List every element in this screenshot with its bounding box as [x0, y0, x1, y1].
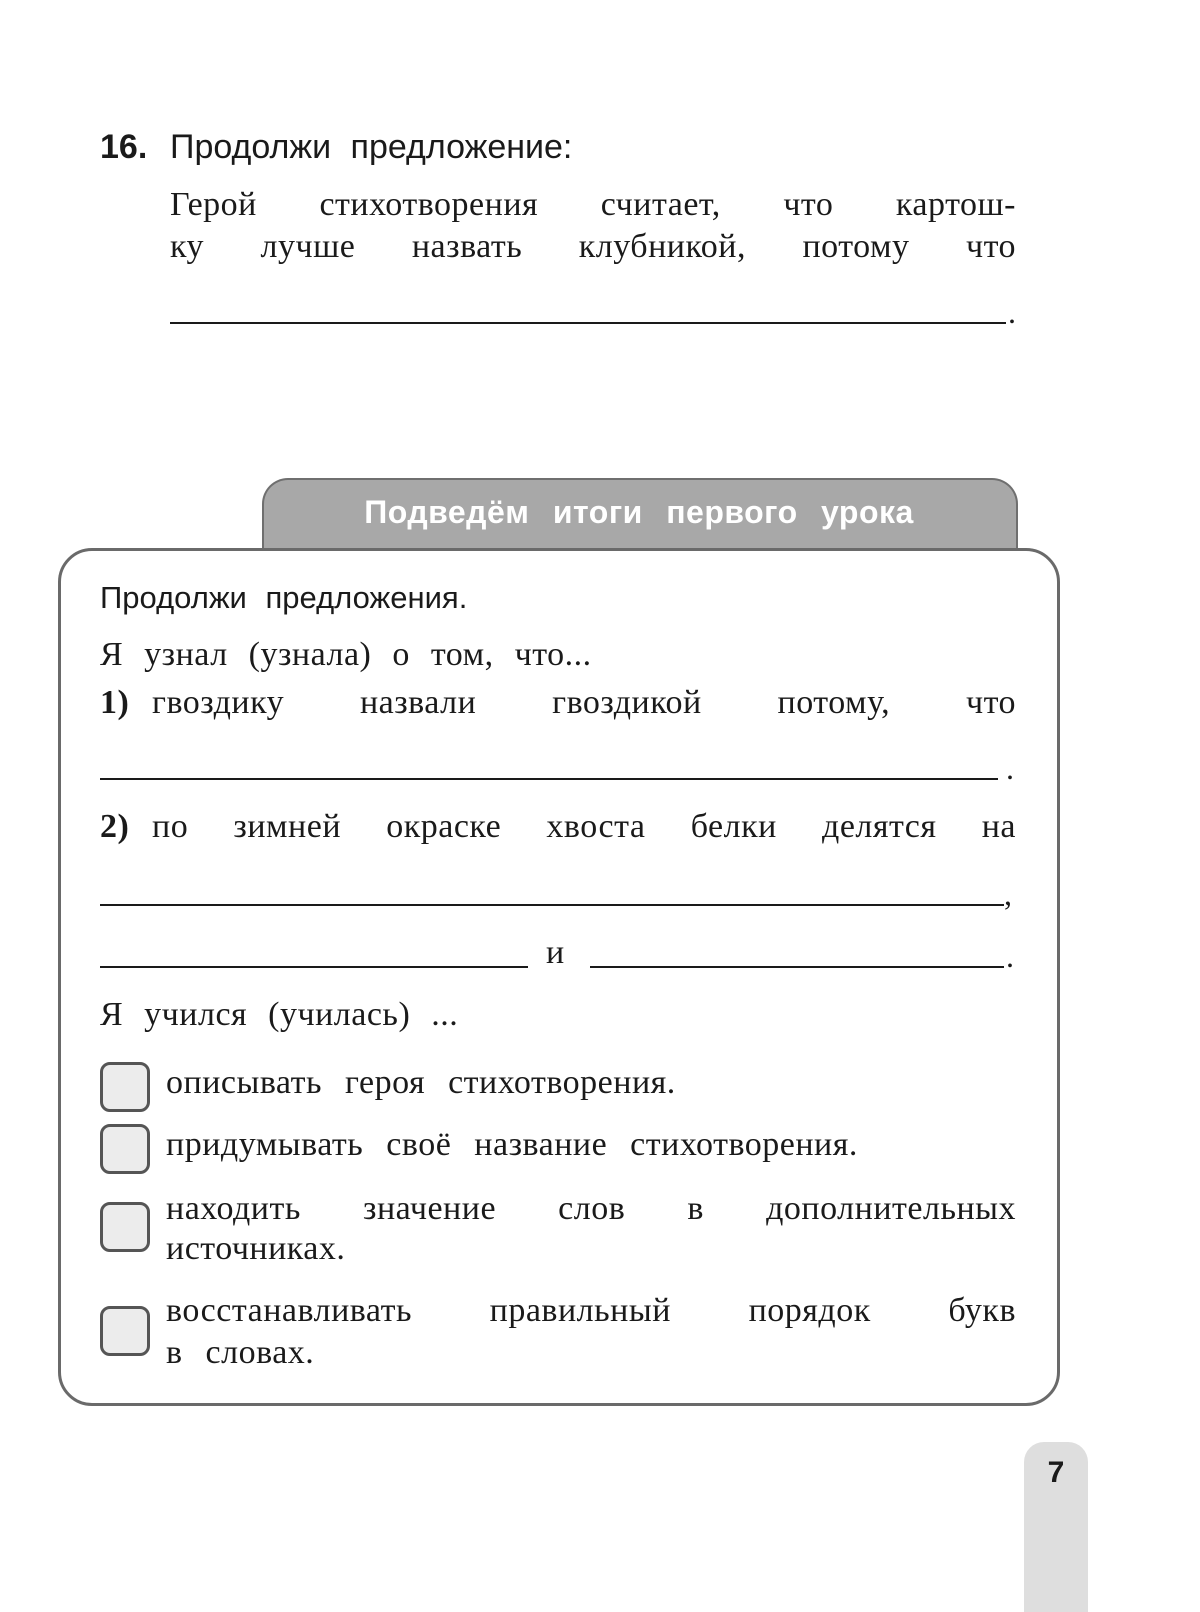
page-number: 7 [1047, 1456, 1065, 1489]
item-1-text: гвоздику назвали гвоздикой потому, что [152, 684, 1016, 721]
task-text-line-1: Герой стихотворения считает, что картош- [170, 186, 1016, 223]
item-2-number: 2) [100, 808, 130, 845]
answer-blank-item-2a[interactable] [100, 904, 1004, 906]
summary-box [58, 548, 1060, 1406]
period-mark: . [1006, 938, 1014, 974]
conjunction-and: и [546, 934, 565, 971]
answer-blank-item-2b[interactable] [100, 966, 528, 968]
skill-text-4-line-1: восстанавливать правильный порядок букв [166, 1292, 1016, 1329]
summary-instruction: Продолжи предложения. [100, 580, 468, 615]
comma-mark: , [1004, 876, 1012, 912]
skill-checkbox-1[interactable] [100, 1062, 150, 1112]
period-mark: . [1008, 294, 1016, 330]
task-number: 16. [100, 128, 148, 166]
skill-text-2: придумывать своё название стихотворения. [166, 1126, 858, 1163]
answer-blank-task16[interactable] [170, 322, 1006, 324]
task-instruction: Продолжи предложение: [170, 128, 573, 166]
item-1-number: 1) [100, 684, 130, 721]
skill-text-4-line-2: в словах. [166, 1334, 315, 1371]
answer-blank-item-1[interactable] [100, 778, 998, 780]
skill-checkbox-2[interactable] [100, 1124, 150, 1174]
period-mark: . [1006, 750, 1014, 786]
skill-text-3-line-1: находить значение слов в дополнительных [166, 1190, 1016, 1227]
learned-intro: Я узнал (узнала) о том, что... [100, 636, 592, 673]
summary-title: Подведём итоги первого урока [364, 494, 914, 530]
studied-intro: Я учился (училась) ... [100, 996, 459, 1033]
skill-checkbox-4[interactable] [100, 1306, 150, 1356]
skill-text-3-line-2: источниках. [166, 1230, 346, 1267]
skill-checkbox-3[interactable] [100, 1202, 150, 1252]
item-2-text: по зимней окраске хвоста белки делятся на [152, 808, 1016, 845]
task-text-line-2: ку лучше назвать клубникой, потому что [170, 228, 1016, 265]
skill-text-1: описывать героя стихотворения. [166, 1064, 676, 1101]
answer-blank-item-2c[interactable] [590, 966, 1004, 968]
